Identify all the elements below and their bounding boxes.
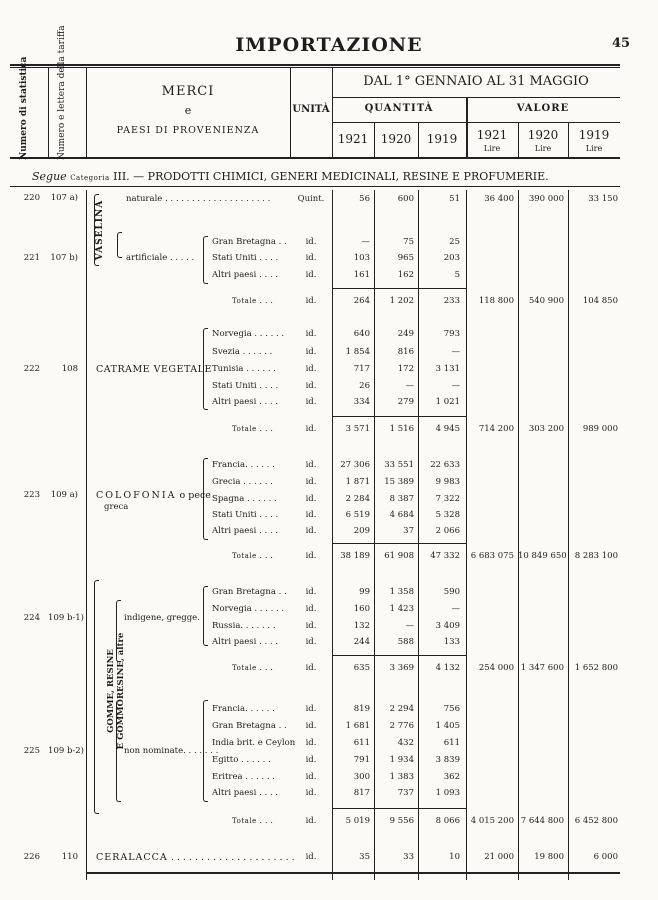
unit: id. — [305, 237, 317, 247]
page-title: IMPORTAZIONE — [235, 34, 423, 56]
quantity-cell: — — [405, 381, 414, 391]
header-e: e — [184, 104, 192, 117]
total-rule — [332, 543, 466, 544]
stat-number: 226 — [23, 852, 40, 862]
quantity-cell: 161 — [353, 270, 370, 280]
quantity-cell: 5 019 — [345, 816, 370, 826]
quantity-cell: 640 — [353, 329, 370, 339]
country-spagna: Spagna — [212, 494, 245, 504]
stat-number: 223 — [23, 490, 40, 500]
tariff-code: 110 — [61, 852, 78, 862]
country-bracket — [203, 236, 208, 284]
item-label: naturale . . . . . . . . . . . . . . . . . . . . — [126, 194, 271, 204]
quantity-cell: 26 — [359, 381, 370, 391]
header-divider — [48, 67, 49, 157]
value-cell: 6 683 075 — [470, 551, 514, 561]
quantity-cell: 362 — [443, 772, 460, 782]
quantity-cell: 4 945 — [435, 424, 460, 434]
country: Altri paesi . . . . — [212, 270, 279, 280]
header-lire: Lire — [483, 144, 501, 153]
unit: id. — [305, 621, 317, 631]
quantity-cell: 5 328 — [435, 510, 460, 520]
quantity-cell: 15 389 — [384, 477, 414, 487]
quantity-cell: 965 — [397, 253, 414, 263]
unit: id. — [305, 788, 317, 798]
quantity-cell: 717 — [353, 364, 370, 374]
section-segue: Segue — [32, 170, 67, 183]
total-rule — [332, 416, 466, 417]
body-column-rule — [466, 190, 467, 880]
header-top-rule — [10, 64, 620, 66]
unit: id. — [305, 397, 317, 407]
total-rule — [332, 655, 466, 656]
totale-label: Totale . . . — [232, 551, 273, 561]
unit: id. — [305, 738, 317, 748]
gomme-bracket — [94, 580, 99, 814]
country-stati-uniti: Stati Uniti — [212, 510, 257, 520]
value-cell: 989 000 — [582, 424, 618, 434]
quantity-cell: 1 383 — [389, 772, 414, 782]
unit: id. — [305, 604, 317, 614]
unit: id. — [305, 816, 317, 826]
quantity-cell: 3 839 — [435, 755, 460, 765]
ceralacca-label: CERALACCA . . . . . . . . . . . . . . . . . . . . . — [96, 852, 295, 863]
country: Francia. . . . . . — [212, 704, 275, 714]
page-number: 45 — [612, 36, 631, 51]
value-cell: 6 000 — [593, 852, 618, 862]
quantity-cell: 3 131 — [435, 364, 460, 374]
country-india: India brit. e Ceylon — [212, 738, 296, 748]
stat-number: 225 — [23, 746, 40, 756]
gomme-label-1: GOMME, RESINE — [106, 649, 116, 733]
tariff-code: 107 a) — [50, 193, 78, 203]
country: Stati Uniti . . . . — [212, 510, 279, 520]
quantity-cell: 1 516 — [389, 424, 414, 434]
colofonia-o: o pece — [179, 490, 211, 501]
quantity-cell: 244 — [353, 637, 370, 647]
quantity-cell: 10 — [449, 852, 460, 862]
value-cell: 1 347 600 — [520, 663, 564, 673]
country: Norvegia . . . . . . — [212, 604, 285, 614]
totale-text: Totale — [232, 552, 257, 560]
header-lire: Lire — [585, 144, 603, 153]
header-merci: MERCI — [161, 84, 215, 99]
naturale-label: naturale — [126, 194, 163, 204]
quantity-cell: 7 322 — [435, 494, 460, 504]
totale-label: Totale . . . — [232, 816, 273, 826]
section-heading — [32, 170, 549, 183]
quantity-cell: 2 066 — [435, 526, 460, 536]
greca-label: greca — [104, 502, 129, 512]
country-stati-uniti: Stati Uniti — [212, 253, 257, 263]
quantity-cell: 590 — [443, 587, 460, 597]
country-gran-bretagna: Gran Bretagna — [212, 587, 276, 597]
totale-label: Totale . . . — [232, 296, 273, 306]
quantity-cell: 737 — [397, 788, 414, 798]
value-cell: 33 150 — [588, 194, 618, 204]
header-quantita: QUANTITÀ — [364, 103, 434, 114]
vaselina-label: VASELINA — [95, 199, 105, 261]
quantity-cell: 249 — [397, 329, 414, 339]
quantity-cell: 56 — [359, 194, 370, 204]
quantity-cell: 793 — [443, 329, 460, 339]
quantity-cell: 33 551 — [384, 460, 414, 470]
artificiale-label: artificiale — [126, 253, 168, 263]
unit: id. — [305, 494, 317, 504]
tariff-code: 109 b-2) — [48, 746, 84, 756]
indigene-label: indigene, gregge. — [124, 613, 200, 623]
quantity-cell: 103 — [353, 253, 370, 263]
quantity-cell: 160 — [353, 604, 370, 614]
country: Altri paesi . . . . — [212, 397, 279, 407]
header-col-stat: Numero di statistica — [19, 56, 29, 160]
quantity-cell: 279 — [397, 397, 414, 407]
quantity-cell: 791 — [353, 755, 370, 765]
country-norvegia: Norvegia — [212, 604, 252, 614]
header-year: 1920 — [380, 132, 412, 146]
quantity-cell: 162 — [397, 270, 414, 280]
quantity-cell: 588 — [397, 637, 414, 647]
header-valore: VALORE — [516, 103, 570, 114]
quantity-cell: 300 — [353, 772, 370, 782]
unit: id. — [305, 637, 317, 647]
quantity-cell: 3 571 — [345, 424, 370, 434]
country-eritrea: Eritrea — [212, 772, 243, 782]
country-gran-bretagna: Gran Bretagna — [212, 721, 276, 731]
section-rule — [10, 186, 620, 187]
quantity-cell: 264 — [353, 296, 370, 306]
country: Norvegia . . . . . . — [212, 329, 285, 339]
totale-text: Totale — [232, 425, 257, 433]
value-cell: 118 800 — [478, 296, 514, 306]
country-svezia: Svezia — [212, 347, 240, 357]
unit: id. — [305, 364, 317, 374]
header-col-tariff: Numero e lettera della tariffa — [57, 25, 67, 160]
quantity-cell: 334 — [353, 397, 370, 407]
header-year: 1919 — [426, 132, 458, 146]
quantity-cell: 1 423 — [389, 604, 414, 614]
value-cell: 1 652 800 — [574, 663, 618, 673]
totale-text: Totale — [232, 297, 257, 305]
country-stati-uniti: Stati Uniti — [212, 381, 257, 391]
quantity-cell: 2 284 — [345, 494, 370, 504]
country: Stati Uniti . . . . — [212, 381, 279, 391]
unit: id. — [305, 296, 317, 306]
vaselina-sub-bracket — [117, 232, 122, 258]
quantity-cell: 203 — [443, 253, 460, 263]
value-cell: 540 900 — [528, 296, 564, 306]
stat-number: 222 — [23, 364, 40, 374]
quantity-cell: 817 — [353, 788, 370, 798]
quantity-cell: 1 021 — [435, 397, 460, 407]
quantity-cell: 6 519 — [345, 510, 370, 520]
country: Altri paesi . . . . — [212, 788, 279, 798]
quantity-cell: — — [405, 621, 414, 631]
quantity-cell: 432 — [397, 738, 414, 748]
tariff-code: 107 b) — [50, 253, 78, 263]
value-cell: 7 644 800 — [520, 816, 564, 826]
gomme-label-2: E GOMMORESINE, altre — [116, 632, 126, 750]
country: Altri paesi . . . . — [212, 637, 279, 647]
country: Eritrea . . . . . . — [212, 772, 276, 782]
body-column-rule — [568, 190, 569, 880]
unit: id. — [305, 477, 317, 487]
colofonia-label — [96, 490, 211, 501]
quantity-cell: 233 — [443, 296, 460, 306]
unit: id. — [305, 253, 317, 263]
header-bottom-rule — [10, 157, 620, 159]
stat-number: 221 — [23, 253, 40, 263]
quantity-cell: 22 633 — [430, 460, 460, 470]
country-grecia: Grecia — [212, 477, 241, 487]
quantity-cell: 9 556 — [389, 816, 414, 826]
unit: id. — [305, 381, 317, 391]
header-period: DAL 1° GENNAIO AL 31 MAGGIO — [363, 74, 589, 89]
quantity-cell: 1 854 — [345, 347, 370, 357]
unit: id. — [305, 587, 317, 597]
bottom-rule — [86, 872, 620, 874]
unit: Quint. — [297, 194, 325, 204]
quantity-cell: 75 — [403, 237, 414, 247]
body-column-rule — [518, 190, 519, 880]
country — [212, 738, 295, 748]
quantity-cell: 47 332 — [430, 551, 460, 561]
item-label: artificiale . . . . . — [126, 253, 195, 263]
stat-number: 220 — [23, 193, 40, 203]
quantity-cell: 209 — [353, 526, 370, 536]
unit: id. — [305, 551, 317, 561]
country: Gran Bretagna . . — [212, 237, 287, 247]
quantity-cell: — — [451, 381, 460, 391]
non-nominate-label: non nominate. . . . . . . — [124, 746, 219, 756]
header-year: 1921 — [476, 128, 508, 142]
unit: id. — [305, 721, 317, 731]
total-rule — [332, 808, 466, 809]
unit: id. — [305, 772, 317, 782]
quantity-cell: 3 409 — [435, 621, 460, 631]
header-years-rule — [332, 122, 620, 123]
header-unita: UNITÀ — [292, 104, 330, 115]
quantity-cell: — — [361, 237, 370, 247]
value-cell: 303 200 — [528, 424, 564, 434]
unit: id. — [305, 755, 317, 765]
header-paesi: PAESI DI PROVENIENZA — [116, 125, 260, 136]
country-russia: Russia — [212, 621, 241, 631]
quantity-cell: — — [451, 347, 460, 357]
unit: id. — [305, 852, 317, 862]
header-year: 1919 — [578, 128, 610, 142]
value-cell: 21 000 — [484, 852, 514, 862]
gomme-sub-bracket — [116, 700, 121, 802]
section-text: III. — PRODOTTI CHIMICI, GENERI MEDICINALI, RESINE E PROFUMERIE. — [113, 170, 549, 183]
value-cell: 254 000 — [478, 663, 514, 673]
quantity-cell: 35 — [359, 852, 370, 862]
quantity-cell: 1 202 — [389, 296, 414, 306]
country-bracket — [203, 586, 208, 646]
totale-label: Totale . . . — [232, 663, 273, 673]
quantity-cell: 2 776 — [389, 721, 414, 731]
quantity-cell: 1 934 — [389, 755, 414, 765]
totale-text: Totale — [232, 817, 257, 825]
quantity-cell: 600 — [397, 194, 414, 204]
quantity-cell: 611 — [353, 738, 370, 748]
country: Altri paesi . . . . — [212, 526, 279, 536]
country-altri-paesi: Altri paesi — [212, 397, 257, 407]
quantity-cell: 5 — [454, 270, 460, 280]
quantity-cell: 3 369 — [389, 663, 414, 673]
value-cell: 19 800 — [534, 852, 564, 862]
unit: id. — [305, 526, 317, 536]
quantity-cell: 8 387 — [389, 494, 414, 504]
country-francia: Francia — [212, 704, 246, 714]
header-top-rule-2 — [10, 67, 620, 68]
value-cell: 4 015 200 — [470, 816, 514, 826]
header-year: 1920 — [527, 128, 559, 142]
country: Grecia . . . . . . — [212, 477, 273, 487]
colofonia-text: COLOFONIA — [96, 490, 177, 501]
quantity-cell: 33 — [403, 852, 414, 862]
quantity-cell: 51 — [449, 194, 460, 204]
quantity-cell: 1 358 — [389, 587, 414, 597]
country-altri-paesi: Altri paesi — [212, 526, 257, 536]
quantity-cell: 2 294 — [389, 704, 414, 714]
value-cell: 104 850 — [582, 296, 618, 306]
quantity-cell: 4 684 — [389, 510, 414, 520]
quantity-cell: 38 189 — [340, 551, 370, 561]
tariff-code: 109 b-1) — [48, 613, 84, 623]
quantity-cell: 132 — [353, 621, 370, 631]
quantity-cell: 172 — [397, 364, 414, 374]
unit: id. — [305, 329, 317, 339]
header-mid-rule — [332, 97, 620, 98]
country-francia: Francia — [212, 460, 246, 470]
quantity-cell: 99 — [359, 587, 370, 597]
tariff-code: 109 a) — [50, 490, 78, 500]
country-altri-paesi: Altri paesi — [212, 637, 257, 647]
value-cell: 10 849 650 — [518, 551, 567, 561]
value-cell: 8 283 100 — [574, 551, 618, 561]
quantity-cell: 61 908 — [384, 551, 414, 561]
country: Gran Bretagna . . — [212, 721, 287, 731]
catrame-label: CATRAME VEGETALE — [96, 364, 212, 375]
quantity-cell: — — [451, 604, 460, 614]
header-year: 1921 — [337, 132, 369, 146]
tariff-code: 108 — [61, 364, 78, 374]
country: Gran Bretagna . . — [212, 587, 287, 597]
country: Francia. . . . . . — [212, 460, 275, 470]
unit: id. — [305, 704, 317, 714]
quantity-cell: 1 871 — [345, 477, 370, 487]
body-column-rule — [86, 190, 87, 880]
value-cell: 6 452 800 — [574, 816, 618, 826]
unit: id. — [305, 347, 317, 357]
value-cell: 36 400 — [484, 194, 514, 204]
quantity-cell: 25 — [449, 237, 460, 247]
quantity-cell: 27 306 — [340, 460, 370, 470]
country-norvegia: Norvegia — [212, 329, 252, 339]
total-rule — [332, 288, 466, 289]
quantity-cell: 1 093 — [435, 788, 460, 798]
country: Spagna . . . . . . — [212, 494, 277, 504]
quantity-cell: 37 — [403, 526, 414, 536]
country-egitto: Egitto — [212, 755, 239, 765]
quantity-cell: 816 — [397, 347, 414, 357]
non-nominate-text: non nominate. — [124, 746, 186, 756]
quantity-cell: 1 405 — [435, 721, 460, 731]
totale-text: Totale — [232, 664, 257, 672]
unit: id. — [305, 270, 317, 280]
quantity-cell: 1 681 — [345, 721, 370, 731]
quantity-cell: 756 — [443, 704, 460, 714]
value-cell: 714 200 — [478, 424, 514, 434]
country: Egitto . . . . . . — [212, 755, 271, 765]
country-gran-bretagna: Gran Bretagna — [212, 237, 276, 247]
ceralacca-text: CERALACCA — [96, 852, 168, 863]
unit: id. — [305, 510, 317, 520]
country-tunisia: Tunisia — [212, 364, 244, 374]
quantity-cell: 4 132 — [435, 663, 460, 673]
quantity-cell: 9 983 — [435, 477, 460, 487]
quantity-cell: 8 066 — [435, 816, 460, 826]
country-altri-paesi: Altri paesi — [212, 788, 257, 798]
stat-number: 224 — [23, 613, 40, 623]
quantity-cell: 611 — [443, 738, 460, 748]
unit: id. — [305, 424, 317, 434]
unit: id. — [305, 460, 317, 470]
gomme-sub-bracket — [116, 600, 121, 662]
country-altri-paesi: Altri paesi — [212, 270, 257, 280]
unit: id. — [305, 663, 317, 673]
country: Russia. . . . . . . — [212, 621, 276, 631]
header-lire: Lire — [534, 144, 552, 153]
section-categoria: Categoria — [70, 174, 110, 182]
country: Tunisia . . . . . . — [212, 364, 276, 374]
quantity-cell: 819 — [353, 704, 370, 714]
quantity-cell: 133 — [443, 637, 460, 647]
totale-label: Totale . . . — [232, 424, 273, 434]
value-cell: 390 000 — [528, 194, 564, 204]
quantity-cell: 635 — [353, 663, 370, 673]
country: Stati Uniti . . . . — [212, 253, 279, 263]
country: Svezia . . . . . . — [212, 347, 273, 357]
